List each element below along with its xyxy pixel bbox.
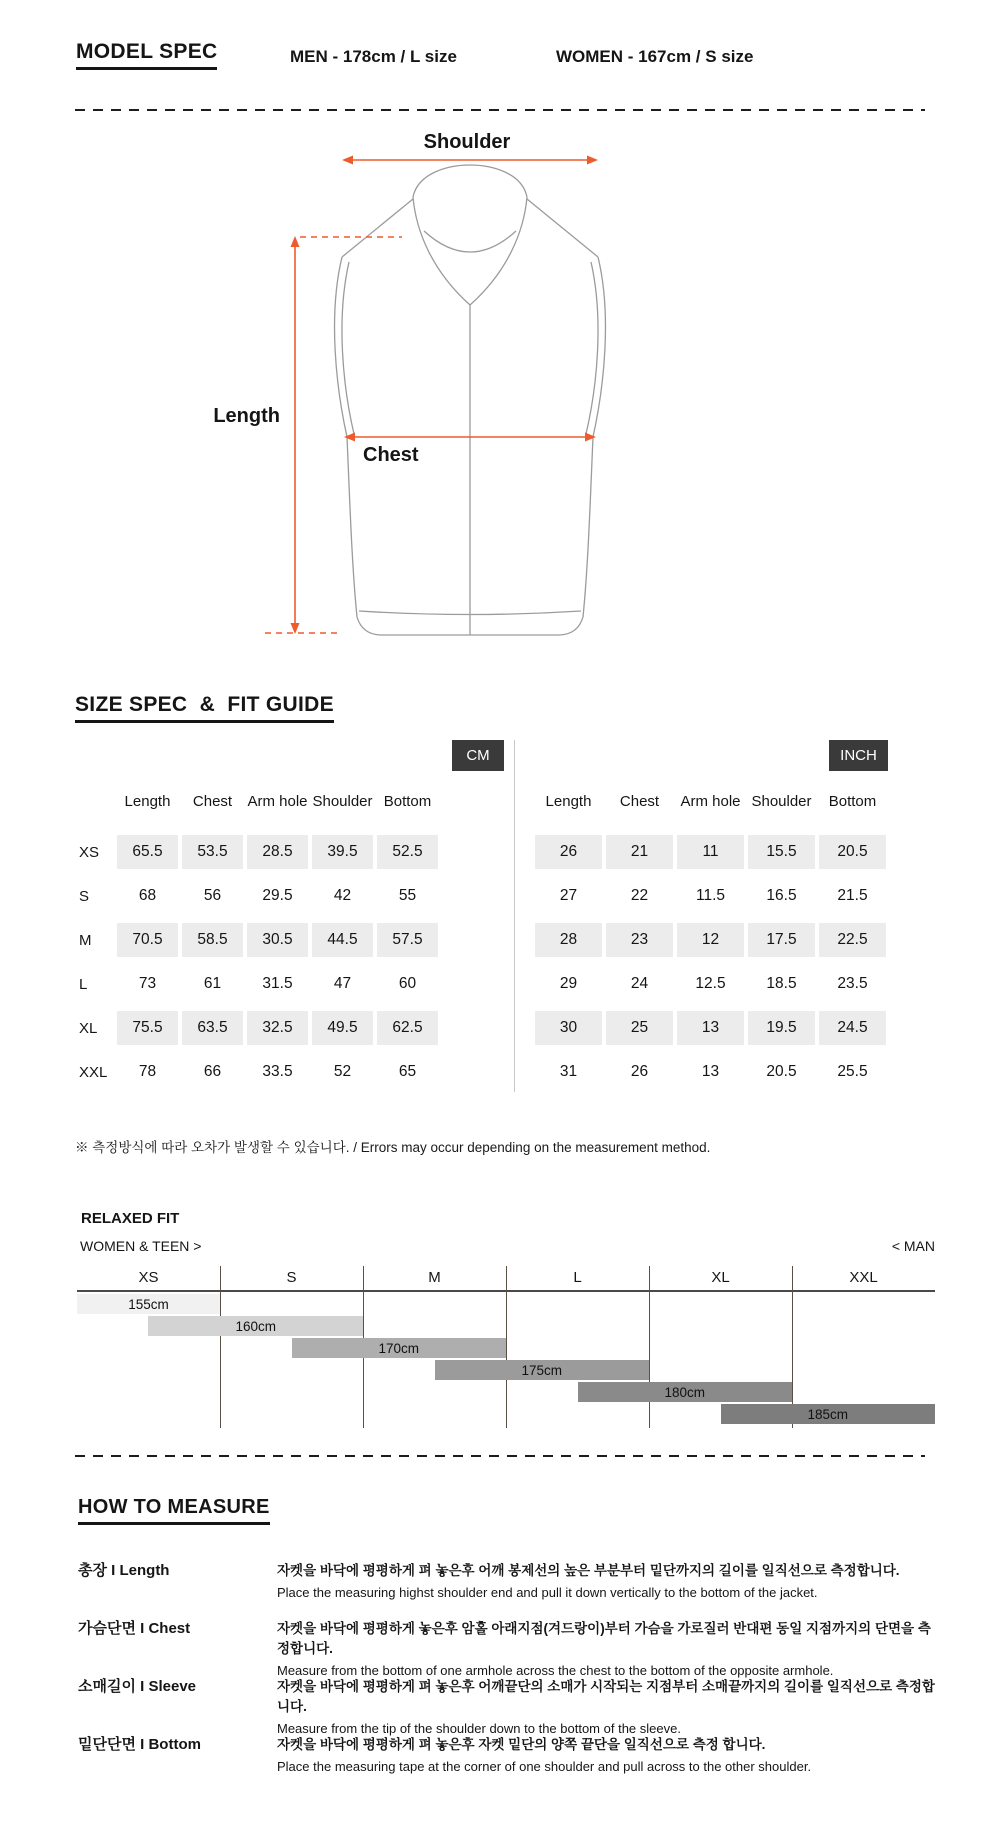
cm-table xyxy=(75,786,441,1094)
table-row xyxy=(533,1050,889,1094)
fit-right-label: < MAN xyxy=(891,1238,935,1254)
value-cell: 13 xyxy=(701,1063,720,1080)
table-row xyxy=(75,1050,441,1094)
measure-label: 소매길이 I Sleeve xyxy=(78,1678,197,1695)
measure-label: 밑단단면 I Bottom xyxy=(78,1736,201,1753)
size-label: L xyxy=(79,975,88,993)
cm-table-header xyxy=(75,786,441,816)
column-header: Length xyxy=(124,792,171,810)
size-label: XS xyxy=(79,843,100,861)
value-cell: 56 xyxy=(203,887,222,904)
value-cell: 33.5 xyxy=(262,1063,293,1080)
value-cell: 58.5 xyxy=(182,923,243,957)
inch-table xyxy=(533,786,889,1094)
fit-bar-170cm: 170cm xyxy=(292,1338,507,1358)
value-cell: 70.5 xyxy=(117,923,178,957)
table-row xyxy=(75,830,441,874)
model-spec-women: WOMEN - 167cm / S size xyxy=(556,47,754,66)
column-header: Bottom xyxy=(828,792,877,810)
value-cell: 44.5 xyxy=(312,923,373,957)
value-cell: 28.5 xyxy=(247,835,308,869)
fit-chart-gridline xyxy=(220,1266,221,1428)
table-row xyxy=(533,918,889,962)
value-cell: 66 xyxy=(203,1063,222,1080)
size-label: M xyxy=(79,931,92,949)
value-cell: 17.5 xyxy=(748,923,815,957)
value-cell: 21 xyxy=(606,835,673,869)
column-header: Arm hole xyxy=(247,792,308,810)
table-row xyxy=(533,874,889,918)
value-cell: 63.5 xyxy=(182,1011,243,1045)
value-cell: 39.5 xyxy=(312,835,373,869)
relaxed-fit-title: RELAXED FIT xyxy=(81,1210,180,1227)
measure-label: 가슴단면 I Chest xyxy=(78,1620,191,1637)
value-cell: 78 xyxy=(138,1063,157,1080)
size-spec-heading xyxy=(75,693,334,723)
measure-row-chest xyxy=(78,1617,938,1678)
fit-bar-160cm: 160cm xyxy=(148,1316,363,1336)
diagram-length-label: Length xyxy=(213,405,280,427)
value-cell: 20.5 xyxy=(819,835,886,869)
model-spec-heading xyxy=(76,40,217,70)
table-row xyxy=(533,1006,889,1050)
cm-badge: CM xyxy=(452,740,504,771)
vest-diagram xyxy=(230,135,650,647)
value-cell: 23.5 xyxy=(837,975,868,992)
size-label: XL xyxy=(79,1019,98,1037)
diagram-chest-label: Chest xyxy=(363,444,419,466)
fit-chart-gridline xyxy=(649,1266,650,1428)
measure-desc-kr: 자켓을 바닥에 평평하게 펴 놓은후 어깨끝단의 소매가 시작되는 지점부터 소매끝까지의 길이를 일직선으로 측정합니다. xyxy=(277,1679,935,1714)
value-cell: 24 xyxy=(630,975,649,992)
value-cell: 53.5 xyxy=(182,835,243,869)
column-header: Shoulder xyxy=(751,792,812,810)
fit-size-label: S xyxy=(286,1268,297,1286)
value-cell: 22 xyxy=(630,887,649,904)
measure-desc-en: Measure from the tip of the shoulder down to the bottom of the sleeve. xyxy=(277,1721,681,1736)
value-cell: 26 xyxy=(630,1063,649,1080)
column-header: Arm hole xyxy=(680,792,741,810)
fit-bar-155cm: 155cm xyxy=(77,1294,220,1314)
table-divider xyxy=(514,740,515,1092)
value-cell: 32.5 xyxy=(247,1011,308,1045)
value-cell: 26 xyxy=(535,835,602,869)
measure-row-bottom xyxy=(78,1733,938,1774)
fit-bar-185cm: 185cm xyxy=(721,1404,936,1424)
value-cell: 68 xyxy=(138,887,157,904)
value-cell: 29.5 xyxy=(262,887,293,904)
value-cell: 16.5 xyxy=(766,887,797,904)
fit-chart-gridline xyxy=(506,1266,507,1428)
value-cell: 49.5 xyxy=(312,1011,373,1045)
value-cell: 11 xyxy=(677,835,744,869)
value-cell: 20.5 xyxy=(766,1063,797,1080)
dashed-divider-top xyxy=(75,109,925,111)
column-header: Shoulder xyxy=(312,792,373,810)
value-cell: 25.5 xyxy=(837,1063,868,1080)
value-cell: 52.5 xyxy=(377,835,438,869)
fit-size-label: M xyxy=(428,1268,441,1286)
fit-chart xyxy=(77,1266,935,1430)
diagram-shoulder-label: Shoulder xyxy=(423,131,511,153)
column-header: Chest xyxy=(619,792,660,810)
fit-size-label: XXL xyxy=(849,1268,878,1286)
value-cell: 60 xyxy=(398,975,417,992)
measure-row-length xyxy=(78,1559,938,1600)
column-header: Chest xyxy=(192,792,233,810)
table-row xyxy=(75,874,441,918)
table-row xyxy=(75,962,441,1006)
table-row xyxy=(533,962,889,1006)
fit-size-label: XS xyxy=(138,1268,159,1286)
value-cell: 11.5 xyxy=(695,887,726,904)
measure-desc-en: Place the measuring highst shoulder end and pull it down vertically to the bottom of the jacket. xyxy=(277,1585,818,1600)
column-header: Length xyxy=(545,792,592,810)
measure-desc-kr: 자켓을 바닥에 평평하게 펴 놓은후 자켓 밑단의 양쪽 끝단을 일직선으로 측정 합니다. xyxy=(277,1737,766,1752)
value-cell: 24.5 xyxy=(819,1011,886,1045)
size-spec-title: SIZE SPEC & FIT GUIDE xyxy=(75,693,334,723)
value-cell: 27 xyxy=(559,887,578,904)
vest-outline xyxy=(335,165,606,635)
value-cell: 23 xyxy=(606,923,673,957)
inch-badge: INCH xyxy=(829,740,888,771)
value-cell: 30.5 xyxy=(247,923,308,957)
inch-table-body xyxy=(533,830,889,1094)
dashed-divider-bottom xyxy=(75,1455,925,1457)
measure-desc-kr: 자켓을 바닥에 평평하게 펴 놓은후 어깨 봉제선의 높은 부분부터 밑단까지의 길이를 일직선으로 측정합니다. xyxy=(277,1563,900,1578)
value-cell: 55 xyxy=(398,887,417,904)
fit-bar-180cm: 180cm xyxy=(578,1382,793,1402)
fit-size-label: XL xyxy=(711,1268,730,1286)
fit-left-label: WOMEN & TEEN > xyxy=(80,1238,202,1254)
how-to-measure-title: HOW TO MEASURE xyxy=(78,1496,270,1525)
measure-desc-kr: 자켓을 바닥에 평평하게 놓은후 암홀 아래지점(겨드랑이)부터 가슴을 가로질러 반대편 동일 지점까지의 단면을 측정합니다. xyxy=(277,1621,931,1656)
how-to-measure-heading xyxy=(78,1496,270,1525)
measurement-note: ※ 측정방식에 따라 오차가 발생할 수 있습니다. / Errors may occur depending on the measurement method. xyxy=(75,1140,711,1155)
value-cell: 21.5 xyxy=(837,887,868,904)
value-cell: 65 xyxy=(398,1063,417,1080)
value-cell: 29 xyxy=(559,975,578,992)
value-cell: 52 xyxy=(333,1063,352,1080)
model-spec-men: MEN - 178cm / L size xyxy=(290,47,457,66)
value-cell: 61 xyxy=(203,975,222,992)
measure-desc-en: Place the measuring tape at the corner of one shoulder and pull across to the other shoulder. xyxy=(277,1759,812,1774)
value-cell: 12.5 xyxy=(695,975,726,992)
value-cell: 28 xyxy=(535,923,602,957)
value-cell: 47 xyxy=(333,975,352,992)
value-cell: 42 xyxy=(333,887,352,904)
measure-label: 총장 I Length xyxy=(78,1562,170,1579)
value-cell: 62.5 xyxy=(377,1011,438,1045)
value-cell: 73 xyxy=(138,975,157,992)
value-cell: 57.5 xyxy=(377,923,438,957)
value-cell: 31 xyxy=(559,1063,578,1080)
measure-row-sleeve xyxy=(78,1675,938,1736)
table-row xyxy=(533,830,889,874)
table-row xyxy=(75,918,441,962)
fit-size-label: L xyxy=(573,1268,582,1286)
value-cell: 31.5 xyxy=(262,975,293,992)
measure-arrows xyxy=(265,156,598,635)
value-cell: 65.5 xyxy=(117,835,178,869)
value-cell: 22.5 xyxy=(819,923,886,957)
value-cell: 25 xyxy=(606,1011,673,1045)
cm-table-body xyxy=(75,830,441,1094)
value-cell: 75.5 xyxy=(117,1011,178,1045)
column-header: Bottom xyxy=(383,792,432,810)
value-cell: 12 xyxy=(677,923,744,957)
measure-desc-en: Measure from the bottom of one armhole across the chest to the bottom of the opposite armhole. xyxy=(277,1663,834,1678)
size-label: XXL xyxy=(79,1063,108,1081)
value-cell: 15.5 xyxy=(748,835,815,869)
value-cell: 13 xyxy=(677,1011,744,1045)
fit-bar-175cm: 175cm xyxy=(435,1360,650,1380)
value-cell: 30 xyxy=(535,1011,602,1045)
value-cell: 19.5 xyxy=(748,1011,815,1045)
table-row xyxy=(75,1006,441,1050)
value-cell: 18.5 xyxy=(766,975,797,992)
size-label: S xyxy=(79,887,90,905)
model-spec-title: MODEL SPEC xyxy=(76,40,217,70)
inch-table-header xyxy=(533,786,889,816)
